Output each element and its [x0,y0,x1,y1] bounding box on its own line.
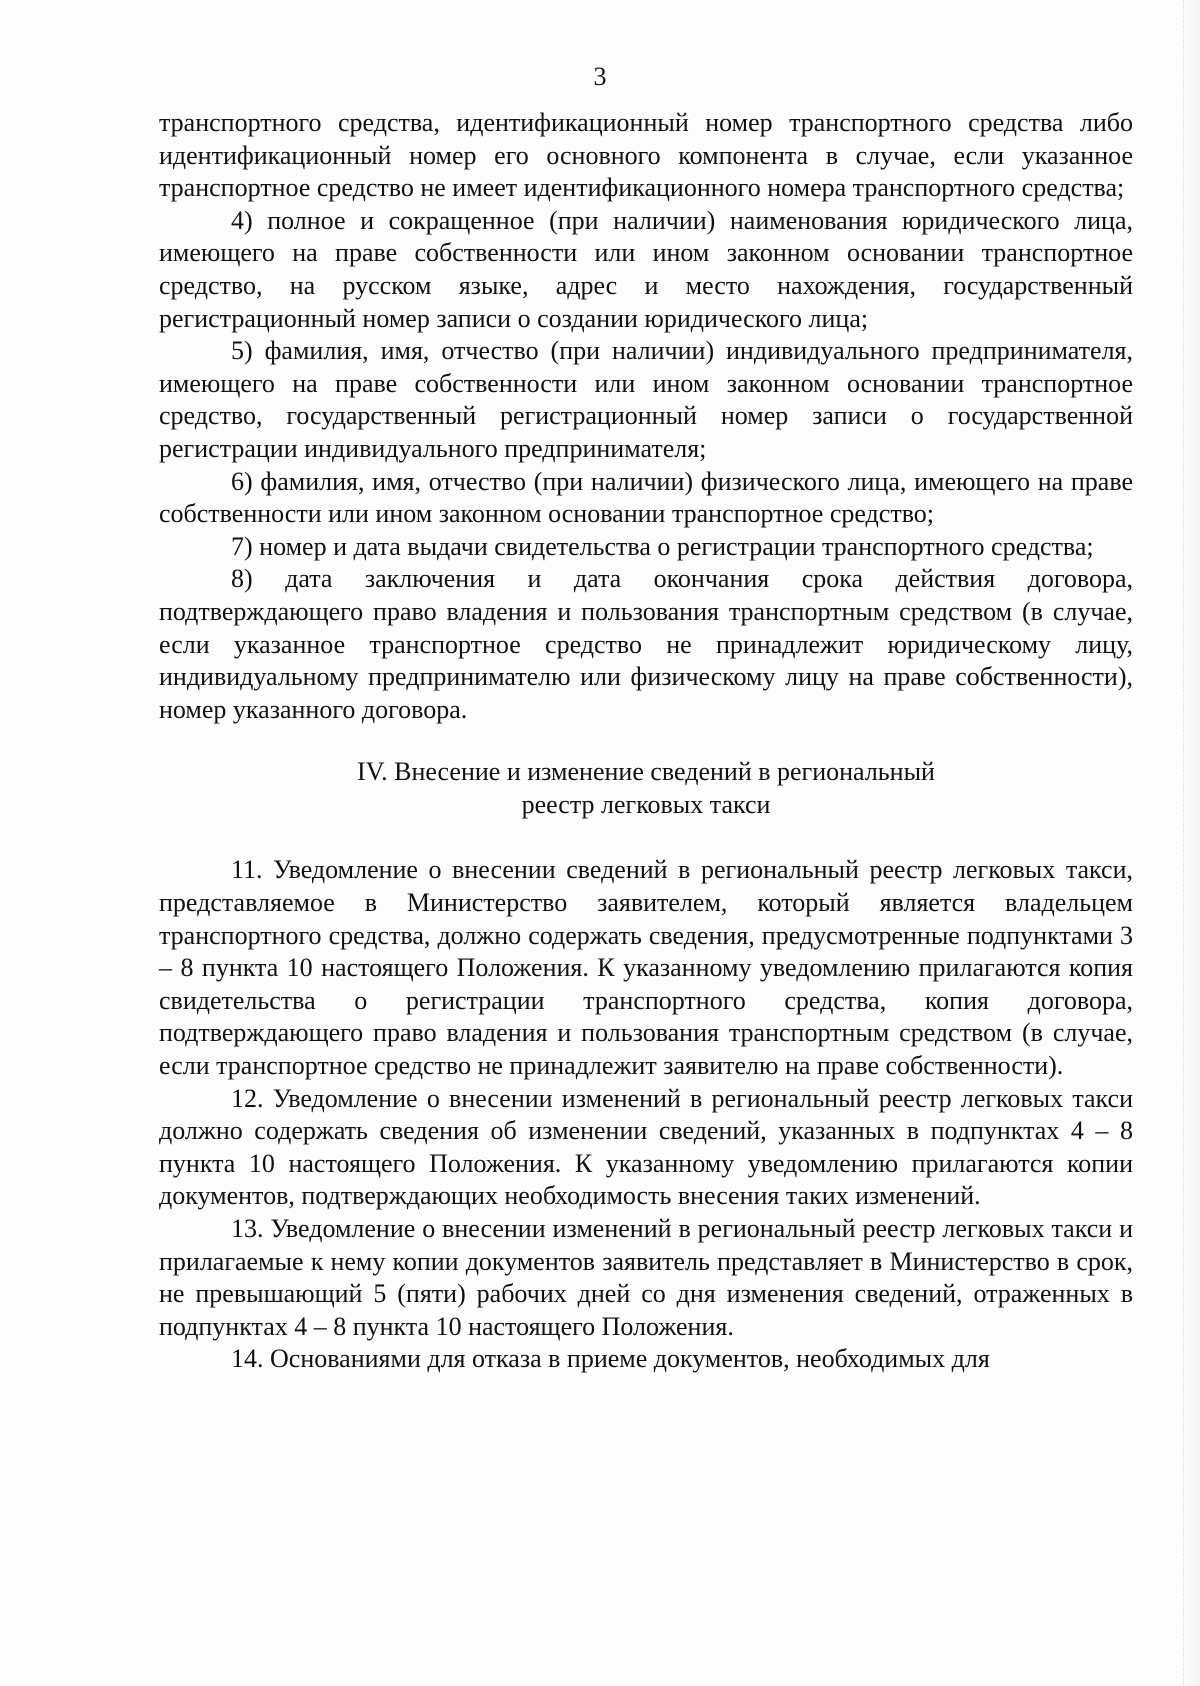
paragraph-clause-12: 12. Уведомление о внесении изменений в региональный реестр легковых такси должно содержать сведения об изменении сведений, указанных в подпунктах 4 – 8 пункта 10 настоящего Положения. К указанному уведомлению прилагаются копии документов, подтверждающих необходимость внесения таких изменений. [159,1083,1133,1211]
paragraph-item-6-individual: 6) фамилия, имя, отчество (при наличии) физического лица, имеющего на праве собственности или ином законном основании транспортное средство; [159,466,1133,529]
paragraph-item-7-registration-certificate: 7) номер и дата выдачи свидетельства о регистрации транспортного средства; [231,531,1094,561]
section-heading-line-2: реестр легковых такси [521,789,771,819]
paragraph-clause-11: 11. Уведомление о внесении сведений в региональный реестр легковых такси, представляемое в Министерство заявителем, который является владельцем транспортного средства, должно содержать сведения, предусмотренные подпунктами 3 – 8 пункта 10 настоящего Положения. К указанному уведомлению прилагаются копия свидетельства о регистрации транспортного средства, копия договора, подтверждающего право владения и пользования транспортным средством (в случае, если транспортное средство не принадлежит заявителю на праве собственности). [159,855,1133,1081]
paragraph-clause-13: 13. Уведомление о внесении изменений в региональный реестр легковых такси и прилагаемые к нему копии документов заявитель представляет в Министерство в срок, не превышающий 5 (пяти) рабочих дней со дня изменения сведений, отраженных в подпунктах 4 – 8 пункта 10 настоящего Положения. [159,1214,1133,1341]
scan-edge-border [1183,0,1200,1686]
paragraph-item-4-legal-entity: 4) полное и сокращенное (при наличии) наименования юридического лица, имеющего на праве собственности или ином законном основании транспортное средство, на русском языке, адрес и место нахождения, государственный регистрационный номер записи о создании юридического лица; [159,205,1133,333]
section-heading-line-1: IV. Внесение и изменение сведений в региональный [357,757,935,787]
paragraph-vehicle-id-continued: транспортного средства, идентификационный номер транспортного средства либо идентификационный номер его основного компонента в случае, если указанное транспортное средство не имеет идентификационного номера транспортного средства; [159,108,1133,203]
paragraph-item-5-entrepreneur: 5) фамилия, имя, отчество (при наличии) индивидуального предпринимателя, имеющего на праве собственности или ином законном основании транспортное средство, государственный регистрационный номер записи о государственной регистрации индивидуального предпринимателя; [159,336,1133,463]
paragraph-clause-14: 14. Основаниями для отказа в приеме документов, необходимых для [231,1344,990,1374]
page-number: 3 [593,62,607,91]
document-body [159,107,1133,1376]
paragraph-item-8-contract: 8) дата заключения и дата окончания срока действия договора, подтверждающего право владения и пользования транспортным средством (в случае, если указанное транспортное средство не принадлежит юридическому лицу, индивидуальному предпринимателю или физическому лицу на праве собственности), номер указанного договора. [159,564,1133,724]
section-heading [159,756,1133,821]
